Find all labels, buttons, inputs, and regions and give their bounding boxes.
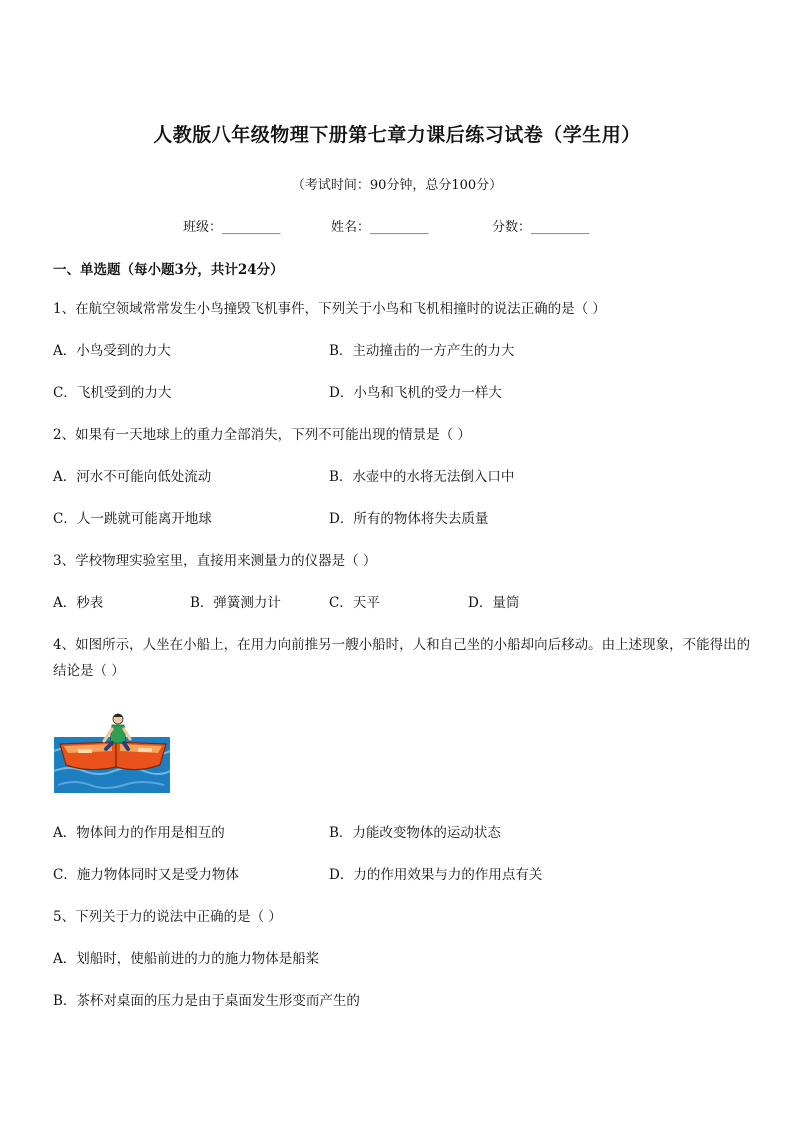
question-3-stem: 3、学校物理实验室里，直接用来测量力的仪器是（ ）	[53, 553, 377, 569]
question-2-stem: 2、如果有一天地球上的重力全部消失，下列不可能出现的情景是（ ）	[53, 427, 471, 443]
question-5-stem: 5、下列关于力的说法中正确的是（ ）	[53, 909, 282, 925]
section-title: 一、单选题（每小题3分，共计24分）	[53, 262, 284, 278]
q1-option-d: D．小鸟和飞机的受力一样大	[329, 385, 502, 401]
boat-illustration	[54, 711, 170, 793]
q2-option-a: A．河水不可能向低处流动	[53, 469, 212, 485]
q5-option-a: A．划船时，使船前进的力的施力物体是船桨	[53, 951, 320, 967]
q3-option-c: C．天平	[329, 595, 380, 611]
q5-option-b: B．茶杯对桌面的压力是由于桌面发生形变而产生的	[53, 993, 360, 1009]
q3-option-a: A．秒表	[53, 595, 104, 611]
q2-option-b: B．水壶中的水将无法倒入口中	[329, 469, 515, 485]
page-title: 人教版八年级物理下册第七章力课后练习试卷（学生用）	[153, 124, 641, 146]
q1-option-c: C．飞机受到的力大	[53, 385, 172, 401]
question-4-stem: 4、如图所示，人坐在小船上，在用力向前推另一艘小船时，人和自己坐的小船却向后移动。由上述现象，不能得出的结论是（ ）	[53, 637, 751, 679]
q2-option-c: C．人一跳就可能离开地球	[53, 511, 212, 527]
q4-option-a: A．物体间力的作用是相互的	[53, 825, 225, 841]
q2-option-d: D．所有的物体将失去质量	[329, 511, 489, 527]
q3-option-b: B．弹簧测力计	[190, 595, 281, 611]
class-field: 班级：_________	[183, 220, 281, 235]
exam-subtitle: （考试时间：90分钟，总分100分）	[291, 178, 503, 193]
q3-option-d: D．量筒	[468, 595, 520, 611]
q1-option-b: B．主动撞击的一方产生的力大	[329, 343, 515, 359]
q4-option-d: D．力的作用效果与力的作用点有关	[329, 867, 543, 883]
name-field: 姓名：_________	[331, 220, 429, 235]
q1-option-a: A．小鸟受到的力大	[53, 343, 171, 359]
q4-option-b: B．力能改变物体的运动状态	[329, 825, 501, 841]
score-field: 分数：_________	[492, 220, 590, 235]
q4-option-c: C．施力物体同时又是受力物体	[53, 867, 239, 883]
question-1-stem: 1、在航空领域常常发生小鸟撞毁飞机事件，下列关于小鸟和飞机相撞时的说法正确的是（ ）	[53, 301, 606, 317]
